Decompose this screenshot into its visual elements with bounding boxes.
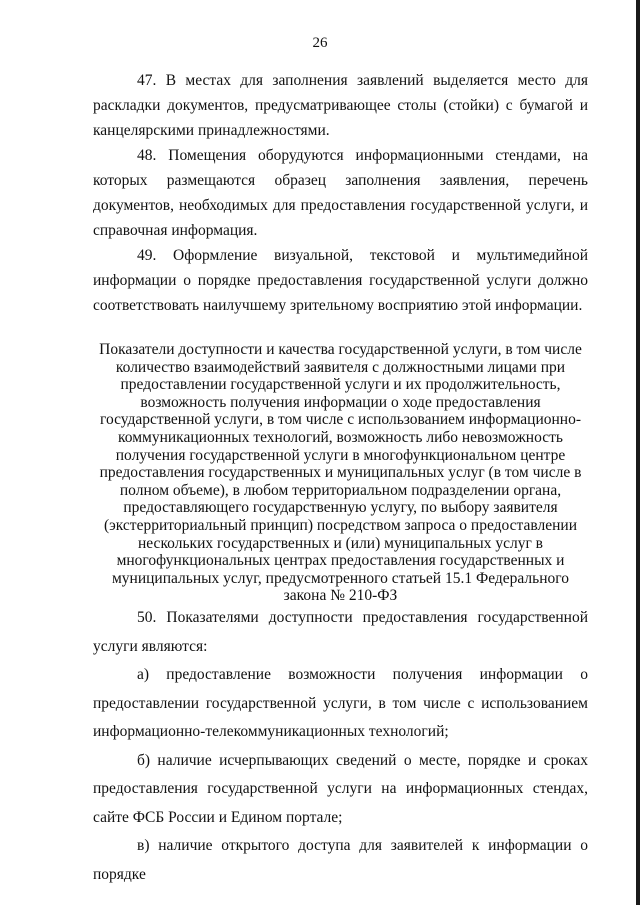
paragraph-47: 47. В местах для заполнения заявлений выделяется место для раскладки документов, предусматривающее столы (стойки) с бумагой и канцелярскими принадлежностями. [93,72,588,139]
paragraph-50-b: б) наличие исчерпывающих сведений о месте, порядке и сроках предоставления государственной услуги на информационных стендах, сайте ФСБ России и Едином портале; [93,751,588,826]
paragraph-50: 50. Показателями доступности предоставления государственной услуги являются: [93,609,588,655]
paragraph-49: 49. Оформление визуальной, текстовой и мультимедийной информации о порядке предоставления государственной услуги должно соответствовать наилучшему зрительному восприятию этой информации. [93,247,588,314]
top-text-block [93,68,588,318]
bottom-text-block [93,604,588,889]
page-edge-border [636,0,640,905]
paragraph-50-c: в) наличие открытого доступа для заявителей к информации о порядке [93,837,588,883]
section-heading: Показатели доступности и качества государственной услуги, в том числе количество взаимодействий заявителя с должностными лицами при предоставлении государственной услуги и их продолжительность, возможность получения информации о ходе предоставления государственной услуги, в том числе с использованием информационно-коммуникационных технологий, возможность либо невозможность получения государственной услуги в многофункциональном центре предоставления государственных и муниципальных услуг (в том числе в полном объеме), в любом территориальном подразделении органа, предоставляющего государственную услугу, по выбору заявителя (экстерриториальный принцип) посредством запроса о предоставлении нескольких государственных и (или) муниципальных услуг в многофункциональных центрах предоставления государственных и муниципальных услуг, предусмотренного статьей 15.1 Федерального закона № 210-ФЗ [99,341,582,605]
paragraph-48: 48. Помещения оборудуются информационными стендами, на которых размещаются образец заполнения заявления, перечень документов, необходимых для предоставления государственной услуги, и справочная информация. [93,147,588,239]
page-number: 26 [312,35,328,51]
paragraph-50-a: а) предоставление возможности получения информации о предоставлении государственной услуги, в том числе с использованием информационно-телекоммуникационных технологий; [93,666,588,740]
